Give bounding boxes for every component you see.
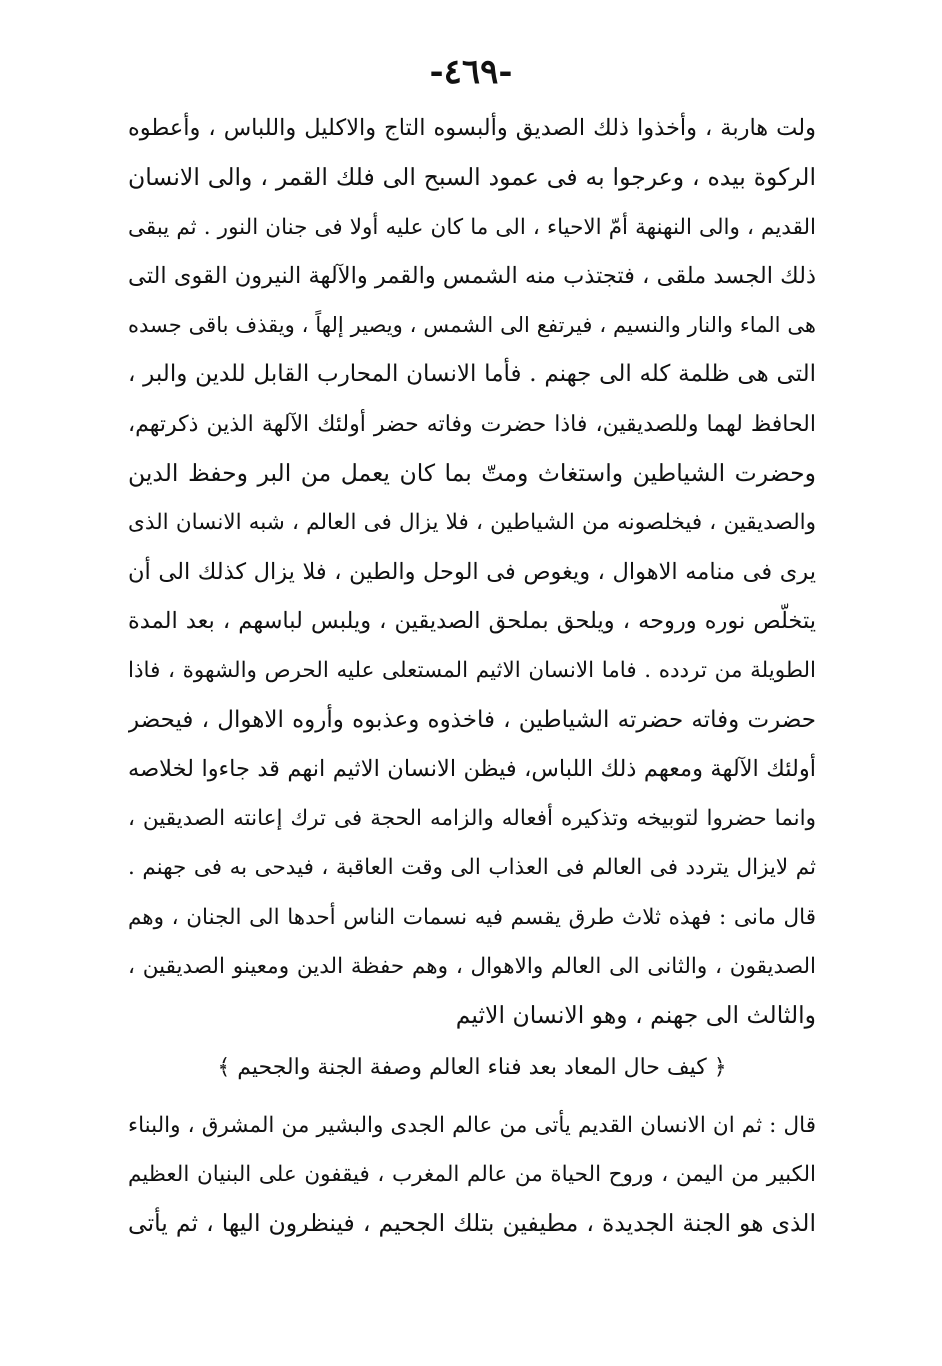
text-line: القديم ، والى النهنهة أمّ الاحياء ، الى ما كان عليه أولا فى جنان النور . ثم يبقى bbox=[128, 214, 816, 240]
text-line: الصديقون ، والثانى الى العالم والاهوال ، وهم حفظة الدين ومعينو الصديقين ، bbox=[128, 954, 816, 980]
text-line: حضرت وفاته حضرته الشياطين ، فاخذوه وعذبوه وأروه الاهوال ، فيحضر bbox=[128, 706, 816, 733]
text-line: الركوة بيده ، وعرجوا به فى عمود السبح الى فلك القمر ، والى الانسان bbox=[128, 163, 816, 192]
text-line: والثالث الى جهنم ، وهو الانسان الاثيم bbox=[455, 1001, 816, 1030]
text-line: ذلك الجسد ملقى ، فتجتذب منه الشمس والقمر والآلهة النيرون القوى التى bbox=[128, 262, 816, 289]
text-line: ثم لايزال يتردد فى العالم فى العذاب الى وقت العاقبة ، فيدحى به فى جهنم . bbox=[128, 855, 816, 881]
text-line: يرى فى منامه الاهوال ، ويغوص فى الوحل والطين ، فلا يزال كذلك الى أن bbox=[128, 558, 816, 585]
text-line: ولت هاربة ، وأخذوا ذلك الصديق وألبسوه التاج والاكليل واللباس ، وأعطوه bbox=[128, 115, 816, 141]
text-line: الطويلة من تردده . فاما الانسان الاثيم المستعلى عليه الحرص والشهوة ، فاذا bbox=[128, 658, 816, 684]
text-line: الذى هو الجنة الجديدة ، مطيفين بتلك الجحيم ، فينظرون اليها ، ثم يأتى bbox=[128, 1209, 816, 1238]
text-line: وانما حضروا لتوبيخه وتذكيره أفعاله والزامه الحجة فى ترك إعانته الصديقين ، bbox=[128, 806, 816, 832]
text-line: أولئك الآلهة ومعهم ذلك اللباس، فيظن الانسان الاثيم انهم قد جاءوا لخلاصه bbox=[128, 755, 816, 782]
text-line: التى هى ظلمة كله الى جهنم . فأما الانسان المحارب القابل للدين والبر ، bbox=[128, 361, 816, 388]
text-line: الحافظ لهما وللصديقين، فاذا حضرت وفاته حضر أولئك الآلهة الذين ذكرتهم، bbox=[128, 411, 816, 437]
body-text bbox=[128, 104, 816, 1249]
text-line: يتخلّص نوره وروحه ، ويلحق بملحق الصديقين ، ويلبس لباسهم ، بعد المدة bbox=[128, 607, 816, 634]
text-line: والصديقين ، فيخلصونه من الشياطين ، فلا يزال فى العالم ، شبه الانسان الذى bbox=[128, 510, 816, 536]
text-line: قال مانى : فهذه ثلاث طرق يقسم فيه نسمات الناس أحدها الى الجنان ، وهم bbox=[128, 904, 816, 930]
page-number: -٤٦٩- bbox=[429, 52, 513, 92]
section-heading: ﴿ كيف حال المعاد بعد فناء العالم وصفة الجنة والجحيم ﴾ bbox=[217, 1054, 727, 1080]
text-line: قال : ثم ان الانسان القديم يأتى من عالم الجدى والبشير من المشرق ، والبناء bbox=[128, 1112, 816, 1138]
text-line: وحضرت الشياطين واستغاث ومتّ بما كان يعمل من البر وحفظ الدين bbox=[128, 459, 816, 488]
text-line: هى الماء والنار والنسيم ، فيرتفع الى الشمس ، ويصير إلهاً ، ويقذف باقى جسده bbox=[128, 313, 816, 338]
text-line: الكبير من اليمن ، وروح الحياة من عالم المغرب ، فيقفون على البنيان العظيم bbox=[128, 1161, 816, 1187]
